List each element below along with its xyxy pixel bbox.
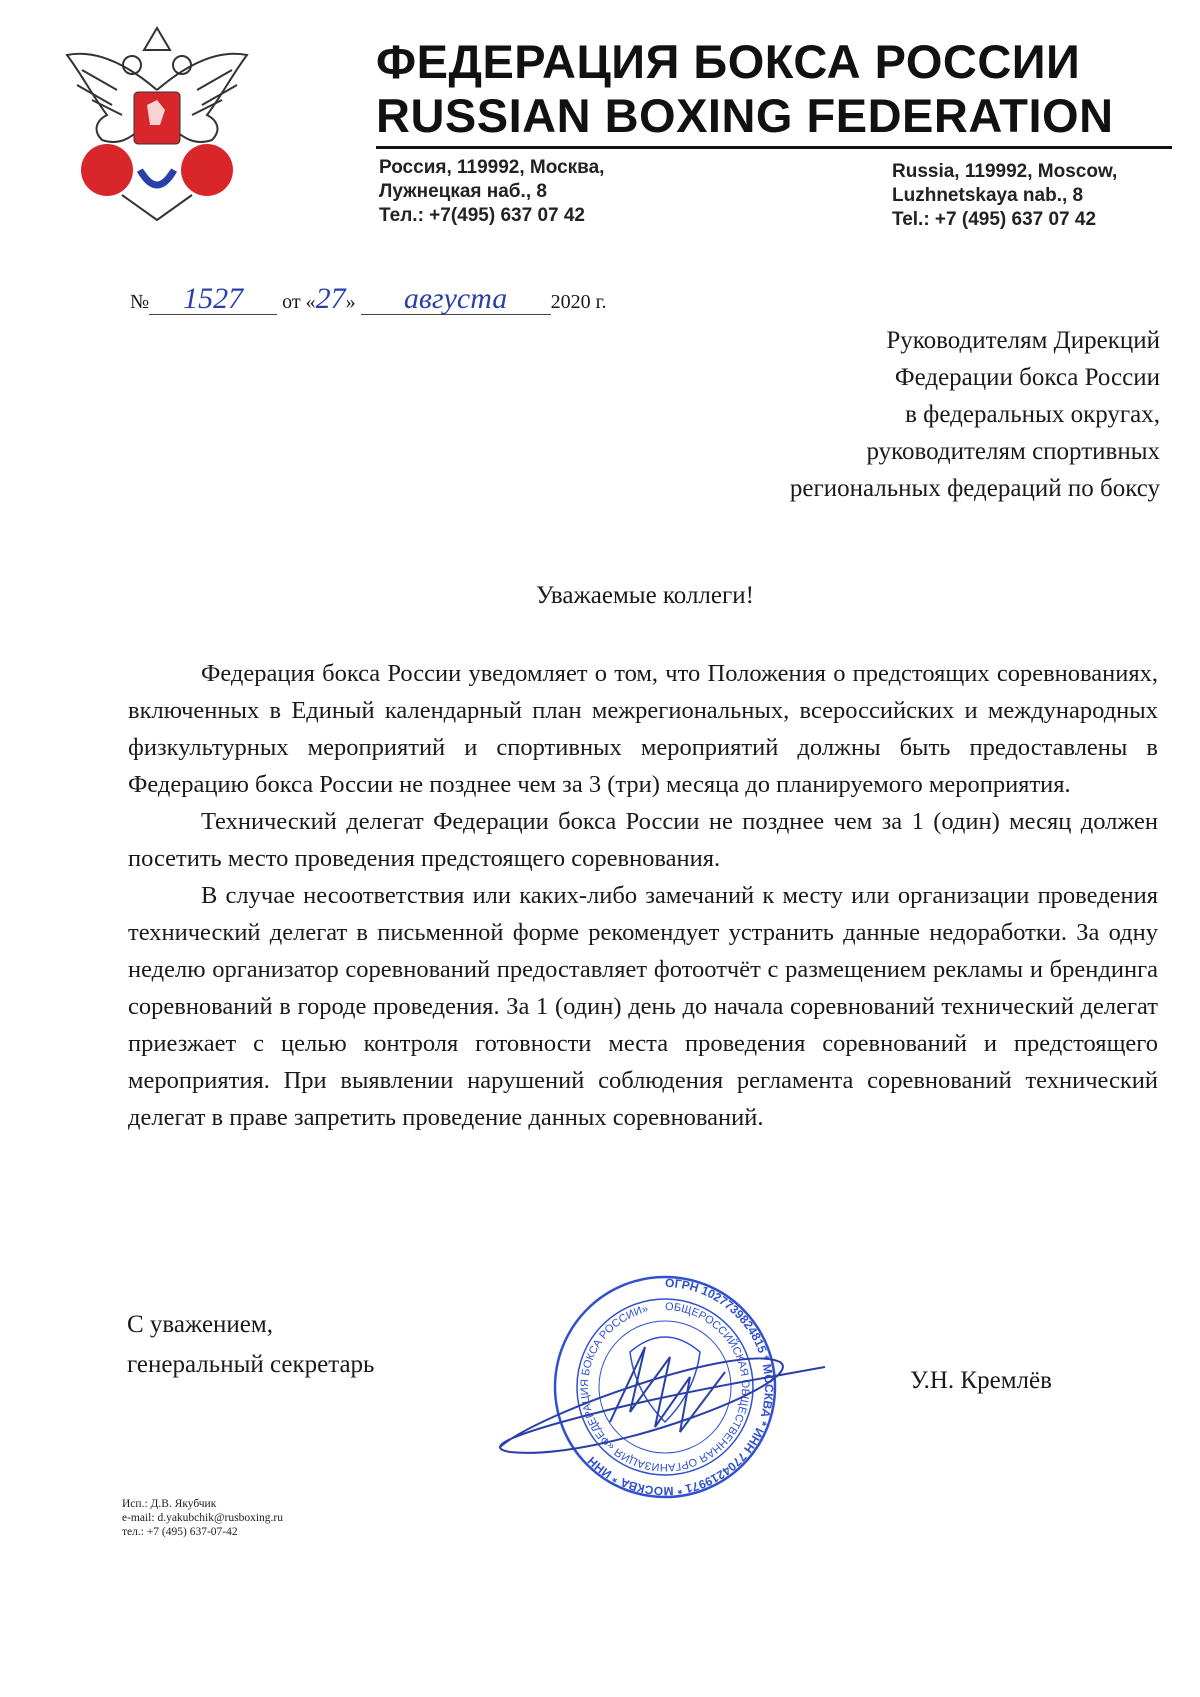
addressee-line: региональных федераций по боксу — [789, 475, 1160, 502]
svg-text:ОБЩЕРОССИЙСКАЯ ОБЩЕСТВЕННАЯ ОР — [579, 1301, 751, 1473]
stamp-outer-text: ОГРН 1027739824815 * МОСКВА * ИНН 7704219971 * МОСКВА * ИНН — [584, 1275, 776, 1499]
addressee-line: Федерации бокса России — [894, 364, 1160, 391]
letterhead-title-ru: ФЕДЕРАЦИЯ БОКСА РОССИИ — [376, 35, 1081, 88]
outgoing-number: 1527 — [149, 284, 277, 315]
date-month: августа — [361, 284, 551, 315]
salutation: Уважаемые коллеги! — [536, 582, 754, 609]
closing-line: генеральный секретарь — [127, 1351, 375, 1378]
stamp-inner-text: ОБЩЕРОССИЙСКАЯ ОБЩЕСТВЕННАЯ ОРГАНИЗАЦИЯ «ФЕДЕРАЦИЯ БОКСА РОССИИ» — [578, 1300, 752, 1474]
address-en-line: Russia, 119992, Moscow, — [892, 161, 1118, 182]
signature — [500, 1347, 825, 1453]
address-ru — [379, 156, 604, 228]
official-stamp-with-signature — [480, 1262, 840, 1512]
address-en-line: Luzhnetskaya nab., 8 — [892, 185, 1084, 206]
signer-name: У.Н. Кремлёв — [910, 1367, 1052, 1394]
body-paragraph: Федерация бокса России уведомляет о том, что Положения о предстоящих соревнованиях, включенных в Единый календарный план межрегиональных, всероссийских и международных физкультурных мероприятий и спортивных мероприятий должны быть предоставлены в Федерацию бокса России не позднее чем за 3 (три) месяца до планируемого мероприятия. — [128, 660, 1158, 798]
letterhead-title-en: RUSSIAN BOXING FEDERATION — [376, 89, 1114, 142]
address-en-line: Tel.: +7 (495) 637 07 42 — [892, 209, 1097, 230]
address-ru-line: Тел.: +7(495) 637 07 42 — [379, 205, 586, 226]
addressee-line: руководителям спортивных — [866, 438, 1160, 465]
executor-email: e-mail: d.yakubchik@rusboxing.ru — [122, 1512, 284, 1524]
number-label: № — [130, 291, 150, 313]
executor-name: Исп.: Д.В. Якубчик — [122, 1498, 217, 1510]
executor-info — [122, 1497, 283, 1539]
date-day: 27 — [315, 282, 346, 315]
letterhead-divider — [376, 146, 1172, 149]
closing-block — [127, 1305, 374, 1385]
federation-emblem-logo — [62, 20, 252, 225]
address-ru-line: Лужнецкая наб., 8 — [379, 181, 547, 202]
day-close: » — [345, 291, 356, 313]
closing-line: С уважением, — [127, 1311, 273, 1338]
address-ru-line: Россия, 119992, Москва, — [379, 157, 605, 178]
executor-phone: тел.: +7 (495) 637-07-42 — [122, 1526, 238, 1538]
from-label: от « — [282, 291, 316, 313]
addressee-line: Руководителям Дирекций — [886, 327, 1160, 354]
date-year: 2020 г. — [550, 291, 607, 313]
addressee-line: в федеральных округах, — [905, 401, 1160, 428]
letter-body — [128, 655, 1158, 1136]
reference-line — [130, 284, 607, 315]
addressee-block — [790, 322, 1160, 507]
body-paragraph: Технический делегат Федерации бокса России не позднее чем за 1 (один) месяц должен посетить место проведения предстоящего соревнования. — [128, 808, 1158, 872]
body-paragraph: В случае несоответствия или каких-либо замечаний к месту или организации проведения технический делегат в письменной форме рекомендует устранить данные недоработки. За одну неделю организатор соревнований предоставляет фотоотчёт с размещением рекламы и брендинга соревнований в городе проведения. За 1 (один) день до начала соревнований технический делегат приезжает с целью контроля готовности места проведения соревнований и предстоящего мероприятия. При выявлении нарушений соблюдения регламента соревнований технический делегат в праве запретить проведение данных соревнований. — [128, 882, 1158, 1131]
address-en — [892, 160, 1117, 232]
